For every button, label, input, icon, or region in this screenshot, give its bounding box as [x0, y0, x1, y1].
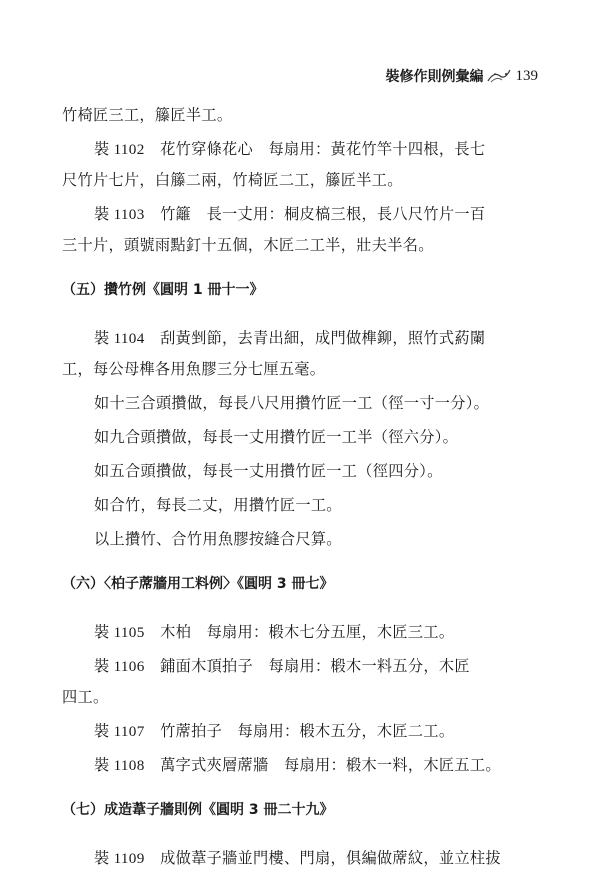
- entry-code: 裝 1108: [94, 757, 145, 774]
- text-line: [62, 490, 534, 521]
- paragraph: [62, 100, 534, 131]
- paragraph: [62, 323, 534, 385]
- paragraph: [62, 490, 534, 521]
- text-line: [62, 524, 534, 555]
- paragraph: [62, 843, 534, 874]
- paragraph: [62, 199, 534, 261]
- text-line: [62, 456, 534, 487]
- text-line: [62, 134, 534, 165]
- line-text: 竹椅匠三工，籐匠半工。: [62, 106, 233, 124]
- text-line: [62, 199, 534, 230]
- page-number: 139: [515, 67, 538, 84]
- line-text: 以上攢竹、合竹用魚膠按縫合尺算。: [94, 530, 342, 548]
- text-line: [62, 165, 534, 196]
- paragraph: [62, 456, 534, 487]
- entry-code: 裝 1107: [94, 723, 145, 740]
- text-line: [62, 651, 534, 682]
- text-line: [62, 100, 534, 131]
- line-text: 工，每公母榫各用魚膠三分七厘五毫。: [62, 360, 326, 378]
- text-line: [62, 716, 534, 747]
- line-text: 鋪面木頂拍子 每扇用：椴木一料五分，木匠: [160, 657, 470, 675]
- text-line: [62, 617, 534, 648]
- line-text: 如五合頭攢做，每長一丈用攢竹匠一工（徑四分）。: [94, 462, 443, 480]
- text-line: [62, 422, 534, 453]
- line-text: 四工。: [62, 688, 109, 706]
- line-text: 如合竹，每長二丈，用攢竹匠一工。: [94, 496, 342, 514]
- line-text: 萬字式夾層蓆牆 每扇用：椴木一料，木匠五工。: [160, 756, 501, 774]
- paragraph: [62, 524, 534, 555]
- paragraph: [62, 750, 534, 781]
- paragraph: [62, 388, 534, 419]
- entry-code: 裝 1109: [94, 850, 145, 867]
- paragraph: [62, 651, 534, 713]
- line-text: 木柏 每扇用：椴木七分五厘，木匠三工。: [160, 623, 455, 641]
- section-heading: （五）攢竹例《圓明 1 冊十一》: [62, 282, 264, 298]
- paragraph: [62, 617, 534, 648]
- entry-code: 裝 1103: [94, 206, 145, 223]
- line-text: 尺竹片七片，白籐二兩，竹椅匠二工，籐匠半工。: [62, 171, 403, 189]
- document-body: [62, 100, 534, 877]
- entry-code: 裝 1104: [94, 330, 145, 347]
- entry-code: 裝 1106: [94, 658, 145, 675]
- text-line: [62, 388, 534, 419]
- entry-code: 裝 1102: [94, 141, 145, 158]
- line-text: 三十片，頭號雨點釘十五個，木匠二工半，壯夫半名。: [62, 236, 434, 254]
- running-header: [386, 66, 539, 86]
- line-text: 刮黃剉節，去青出細，成門做榫鉚，照竹式葯闌: [160, 329, 486, 347]
- line-text: 竹蓆拍子 每扇用：椴木五分，木匠二工。: [160, 722, 455, 740]
- line-text: 花竹穿條花心 每扇用：黃花竹竿十四根，長七: [160, 140, 486, 158]
- text-line: [62, 230, 534, 261]
- line-text: 如九合頭攢做，每長一丈用攢竹匠一工半（徑六分）。: [94, 428, 459, 446]
- text-line: [62, 750, 534, 781]
- line-text: 竹籬 長一丈用：桐皮槁三根，長八尺竹片一百: [160, 205, 486, 223]
- line-text: 成做葦子牆並門樓、門扇，俱編做蓆紋，並立柱拔: [160, 849, 501, 867]
- ornament-icon: [486, 67, 512, 85]
- section-heading: （七）成造葦子牆則例《圓明 3 冊二十九》: [62, 802, 334, 818]
- section-heading: （六）〈柏子蓆牆用工料例〉《圓明 3 冊七》: [62, 576, 334, 592]
- text-line: [62, 682, 534, 713]
- line-text: 如十三合頭攢做，每長八尺用攢竹匠一工（徑一寸一分）。: [94, 394, 490, 412]
- paragraph: [62, 134, 534, 196]
- book-title: 裝修作則例彙編: [385, 69, 484, 85]
- text-line: [62, 354, 534, 385]
- text-line: [62, 843, 534, 874]
- text-line: [62, 323, 534, 354]
- entry-code: 裝 1105: [94, 624, 145, 641]
- paragraph: [62, 716, 534, 747]
- paragraph: [62, 422, 534, 453]
